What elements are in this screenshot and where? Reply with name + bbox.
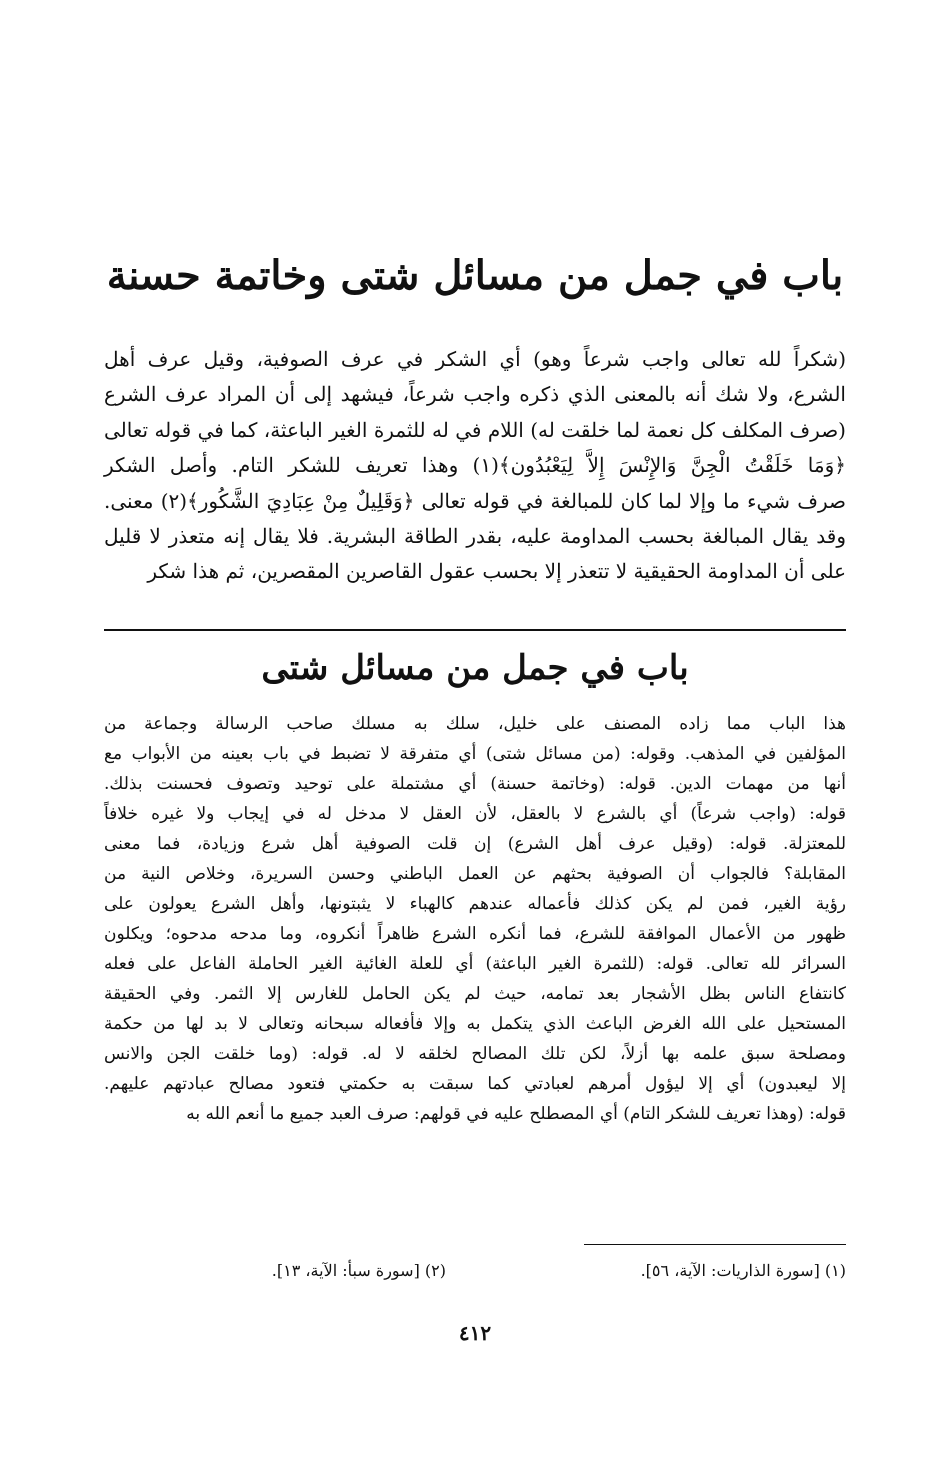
footnote-2: (٢) [سورة سبأ: الآية، ١٣].: [271, 1261, 446, 1280]
gloss-line: المستحيل على الله الغرض الباعث الذي يتكمل به وإلا فأفعاله سبحانه وتعالى لا بد لها من حكمة: [104, 1014, 846, 1034]
gloss-line: للمعتزلة. قوله: (وقيل عرف أهل الشرع) إن قلت الصوفية أهل شرع وزيادة، فما معنى: [104, 834, 846, 854]
gloss-line: قوله: (وهذا تعريف للشكر التام) أي المصطلح عليه في قولهم: صرف العبد جميع ما أنعم الله به: [186, 1104, 846, 1124]
footnote-1: (١) [سورة الذاريات: الآية، ٥٦].: [640, 1261, 846, 1280]
chapter-title: باب في جمل من مسائل شتى وخاتمة حسنة: [106, 252, 844, 299]
commentary-line: على أن المداومة الحقيقية لا تتعذر إلا بحسب عقول القاصرين المقصرين، ثم هذا شكر: [147, 559, 846, 584]
gloss-line: أنها من مهمات الدين. قوله: (وخاتمة حسنة) أي مشتملة على توحيد وتصوف فحسنت بذلك.: [104, 774, 846, 794]
gloss-text: [104, 709, 846, 1129]
footnote-divider: [584, 1244, 846, 1245]
gloss-line: ظهور من الأعمال الموافقة للشرع، فما أنكره الشرع ظاهراً أنكروه، وما مدحه مدحوه؛ ويكلون: [104, 924, 846, 944]
gloss-line: قوله: (واجب شرعاً) أي بالشرع لا بالعقل، لأن العقل لا مدخل له في إيجاب ولا غيره خلافاً: [104, 804, 846, 824]
gloss-title: باب في جمل من مسائل شتى: [261, 648, 689, 688]
gloss-line: إلا ليعبدون) أي إلا ليؤول أمرهم لعبادتي كما سبقت به حكمتي فتعود مصالح عبادتهم عليهم.: [104, 1074, 846, 1094]
commentary-text: [104, 342, 846, 590]
section-divider: [104, 629, 846, 631]
gloss-line: المقابلة؟ فالجواب أن الصوفية بحثهم عن العمل الباطني وحسن السريرة، وخلاص النية من: [104, 864, 846, 884]
gloss-line: هذا الباب مما زاده المصنف على خليل، سلك به مسلك صاحب الرسالة وجماعة من: [104, 714, 846, 734]
commentary-line: وقد يقال المبالغة بحسب المداومة عليه، بقدر الطاقة البشرية. فلا يقال إنه متعذر لا قليل: [104, 524, 846, 549]
commentary-line: الشرع، ولا شك أنه بالمعنى الذي ذكره واجب شرعاً، فيشهد إلى أن المراد عرف الشرع: [104, 382, 846, 407]
gloss-line: المؤلفين في المذهب. وقوله: (من مسائل شتى) أي متفرقة لا تضبط في باب بعينه من الأبواب مع: [104, 744, 846, 764]
gloss-line: السرائر لله تعالى. قوله: (للثمرة الغير الباعثة) أي للعلة الغائية الغير الحاملة الفاعل على فعله: [104, 954, 846, 974]
commentary-line: (شكراً لله تعالى واجب شرعاً وهو) أي الشكر في عرف الصوفية، وقيل عرف أهل: [104, 347, 846, 371]
commentary-line: صرف شيء ما وإلا لما كان للمبالغة في قوله تعالى ﴿وَقَلِيلٌ مِنْ عِبَادِيَ الشَّكُور﴾(٢) معنى.: [104, 488, 846, 513]
gloss-line: كانتفاع الناس بظل الأشجار بعد تمامه، حيث لم يكن الحامل للغارس إلا الثمر. وفي الحقيقة: [104, 984, 846, 1004]
gloss-line: رؤية الغير، فمن لم يكن كذلك فأعماله عندهم كالهباء لا يثبتونها، وأهل الشرع يعولون على: [104, 894, 846, 914]
gloss-line: ومصلحة سبق علمه بها أزلاً، لكن تلك المصالح لخلقه لا له. قوله: (وما خلقت الجن والانس: [104, 1044, 846, 1064]
page-number: ٤١٢: [458, 1321, 492, 1345]
commentary-line: (صرف المكلف كل نعمة لما خلقت له) اللام في له للثمرة الغير الباعثة، كما في قوله تعالى: [104, 417, 846, 442]
commentary-line: ﴿وَمَا خَلَقْتُ الْجِنَّ وَالإِنْسَ إِلاَّ لِيَعْبُدُون﴾(١) وهذا تعريف للشكر التام. وأصل الشكر: [104, 453, 846, 478]
